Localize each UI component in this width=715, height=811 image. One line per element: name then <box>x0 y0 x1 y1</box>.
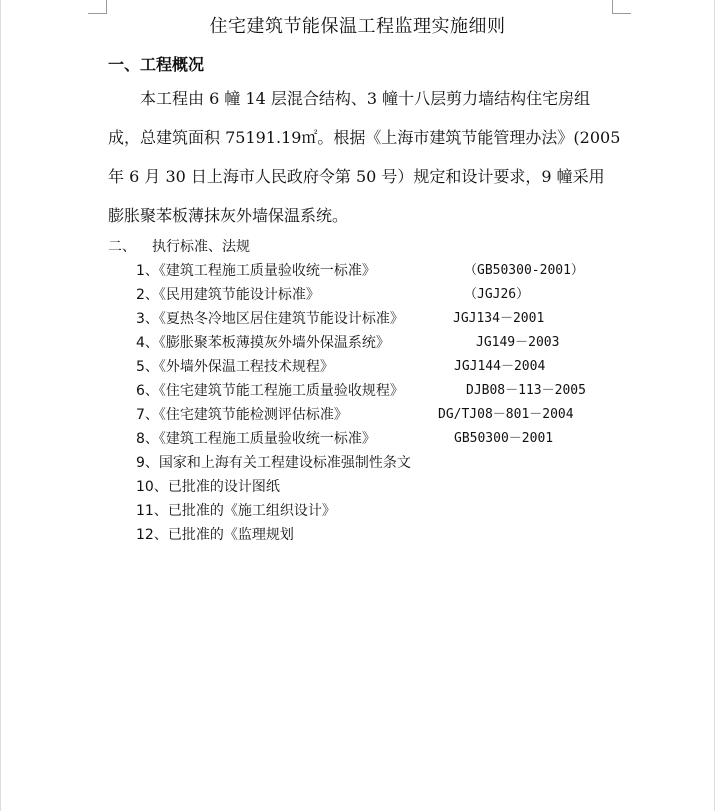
standard-name: 10、已批准的设计图纸 <box>136 479 280 495</box>
list-item <box>136 309 616 333</box>
standard-code: （GB50300-2001） <box>464 263 584 278</box>
standard-name: 11、已批准的《施工组织设计》 <box>136 503 336 519</box>
paragraph-line: 本工程由 6 幢 14 层混合结构、3 幢十八层剪力墙结构住宅房组 <box>140 89 591 108</box>
list-item <box>136 381 616 405</box>
standard-name: 9、国家和上海有关工程建设标准强制性条文 <box>136 455 411 471</box>
standards-list <box>136 261 616 549</box>
list-item <box>136 525 616 549</box>
list-item <box>136 453 616 477</box>
list-item <box>136 333 616 357</box>
standard-name: 5、《外墙外保温工程技术规程》 <box>136 359 334 375</box>
list-item <box>136 357 616 381</box>
standard-name: 6、《住宅建筑节能工程施工质量验收规程》 <box>136 383 404 399</box>
overview-paragraph <box>108 84 621 240</box>
list-item <box>136 285 616 309</box>
section-heading-overview: 一、工程概况 <box>108 55 205 74</box>
list-item <box>136 261 616 285</box>
list-item <box>136 405 616 429</box>
page-edge-left <box>0 0 1 811</box>
standard-name: 8、《建筑工程施工质量验收统一标准》 <box>136 431 376 447</box>
standard-code: （JGJ26） <box>464 287 530 302</box>
document-title: 住宅建筑节能保温工程监理实施细则 <box>209 16 506 37</box>
list-item <box>136 477 616 501</box>
standard-name: 2、《民用建筑节能设计标准》 <box>136 287 320 303</box>
section-number: 二、 <box>108 239 136 255</box>
standard-code: JGJ134－2001 <box>453 311 545 326</box>
standard-code: JGJ144－2004 <box>454 359 546 374</box>
standard-code: JG149－2003 <box>476 335 560 350</box>
list-item <box>136 501 616 525</box>
standard-code: GB50300－2001 <box>454 431 554 446</box>
standard-name: 4、《膨胀聚苯板薄摸灰外墙外保温系统》 <box>136 335 390 351</box>
standard-name: 3、《夏热冬冷地区居住建筑节能设计标准》 <box>136 311 404 327</box>
standard-code: DJB08－113－2005 <box>466 383 586 398</box>
paragraph-line: 膨胀聚苯板薄抹灰外墙保温系统。 <box>108 206 349 225</box>
section-heading-standards <box>108 236 250 256</box>
standard-name: 12、已批准的《监理规划 <box>136 527 294 543</box>
standard-name: 1、《建筑工程施工质量验收统一标准》 <box>136 263 376 279</box>
paragraph-line: 年 6 月 30 日上海市人民政府令第 50 号）规定和设计要求，9 幢采用 <box>108 167 605 186</box>
paragraph-line: 成，总建筑面积 75191.19㎡。根据《上海市建筑节能管理办法》(2005 <box>108 128 621 147</box>
standard-name: 7、《住宅建筑节能检测评估标准》 <box>136 407 348 423</box>
standard-code: DG/TJ08－801－2004 <box>438 407 574 422</box>
list-item <box>136 429 616 453</box>
section-title: 执行标准、法规 <box>152 239 250 255</box>
